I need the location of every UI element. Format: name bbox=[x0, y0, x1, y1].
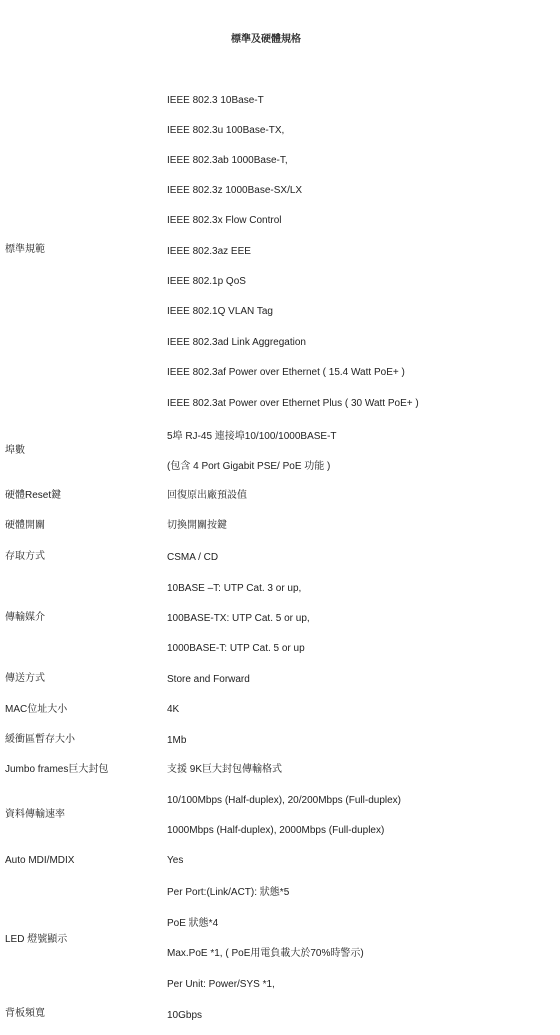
spec-value: 回復原出廠預設值 bbox=[167, 490, 247, 501]
spec-value: Store and Forward bbox=[167, 674, 250, 685]
spec-value: IEEE 802.3az EEE bbox=[167, 246, 251, 257]
spec-label: 埠數 bbox=[5, 445, 25, 456]
spec-value: PoE 狀態*4 bbox=[167, 918, 219, 929]
spec-value: IEEE 802.1p QoS bbox=[167, 276, 246, 287]
spec-value: 10Gbps bbox=[167, 1010, 203, 1021]
spec-value: Per Port:(Link/ACT): 狀態*5 bbox=[167, 887, 290, 898]
spec-label: 硬體開關 bbox=[5, 520, 45, 531]
spec-label: Jumbo frames巨大封包 bbox=[5, 764, 109, 775]
spec-value: IEEE 802.3u 100Base-TX, bbox=[167, 125, 285, 136]
spec-value: 4K bbox=[167, 704, 180, 715]
spec-label: 傳輸媒介 bbox=[5, 612, 45, 623]
spec-value: IEEE 802.3ad Link Aggregation bbox=[167, 337, 306, 348]
spec-value: IEEE 802.3ab 1000Base-T, bbox=[167, 155, 288, 166]
spec-value: 5埠 RJ-45 連接埠10/100/1000BASE-T bbox=[167, 431, 337, 442]
spec-value: IEEE 802.3at Power over Ethernet Plus ( 30 Watt PoE+ ) bbox=[167, 398, 419, 409]
spec-value: 切換開關按鍵 bbox=[167, 520, 227, 531]
spec-value: Yes bbox=[167, 855, 184, 866]
spec-value: 10/100Mbps (Half-duplex), 20/200Mbps (Full-duplex) bbox=[167, 795, 402, 806]
spec-value: 10BASE –T: UTP Cat. 3 or up, bbox=[167, 583, 302, 594]
spec-value: IEEE 802.3 10Base-T bbox=[167, 95, 264, 106]
spec-value: IEEE 802.3x Flow Control bbox=[167, 215, 282, 226]
spec-label: 背板頻寬 bbox=[5, 1008, 45, 1019]
spec-value: IEEE 802.3z 1000Base-SX/LX bbox=[167, 185, 303, 196]
spec-label: MAC位址大小 bbox=[5, 704, 68, 715]
spec-value: 1Mb bbox=[167, 735, 187, 746]
spec-value: CSMA / CD bbox=[167, 552, 219, 563]
spec-value: IEEE 802.3af Power over Ethernet ( 15.4 Watt PoE+ ) bbox=[167, 367, 405, 378]
spec-label: 標準規範 bbox=[5, 244, 45, 255]
spec-label: 硬體Reset鍵 bbox=[5, 490, 62, 501]
spec-label: LED 燈號顯示 bbox=[5, 934, 68, 945]
spec-value: IEEE 802.1Q VLAN Tag bbox=[167, 306, 273, 317]
spec-label: Auto MDI/MDIX bbox=[5, 855, 75, 866]
spec-value: Max.PoE *1, ( PoE用電負載大於70%時警示) bbox=[167, 948, 364, 959]
spec-label: 資料傳輸速率 bbox=[5, 809, 65, 820]
spec-value: 100BASE-TX: UTP Cat. 5 or up, bbox=[167, 613, 310, 624]
spec-value: 1000BASE-T: UTP Cat. 5 or up bbox=[167, 643, 305, 654]
spec-value: (包含 4 Port Gigabit PSE/ PoE 功能 ) bbox=[167, 461, 331, 472]
page-title: 標準及硬體規格 bbox=[231, 34, 301, 45]
spec-value: 1000Mbps (Half-duplex), 2000Mbps (Full-duplex) bbox=[167, 825, 385, 836]
spec-value: 支援 9K巨大封包傳輸格式 bbox=[167, 764, 283, 775]
spec-label: 傳送方式 bbox=[5, 673, 45, 684]
spec-label: 存取方式 bbox=[5, 551, 45, 562]
spec-label: 緩衝區暫存大小 bbox=[5, 734, 75, 745]
spec-value: Per Unit: Power/SYS *1, bbox=[167, 979, 275, 990]
